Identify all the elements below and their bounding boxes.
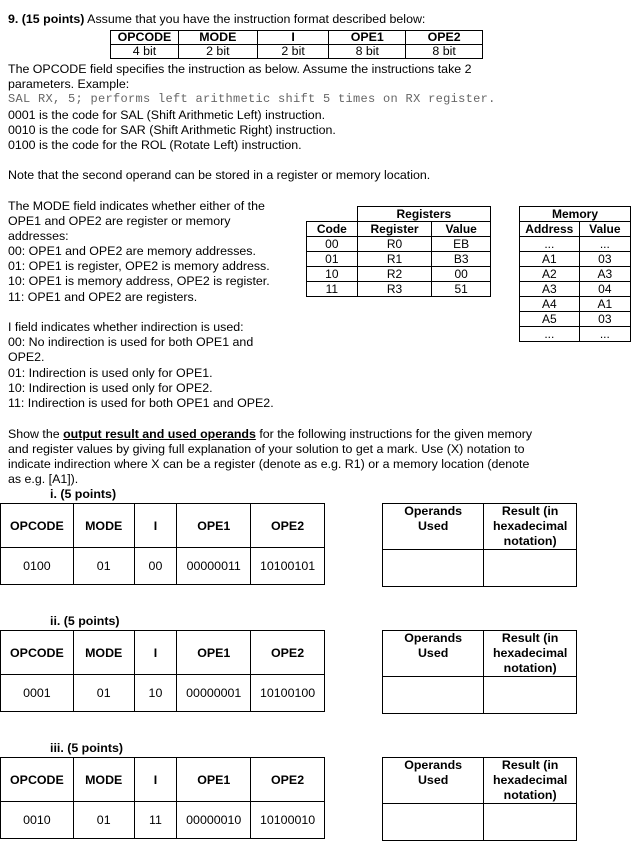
table-cell: B3 (432, 252, 491, 267)
part-iii-opcode: 0010 (1, 802, 74, 839)
table-cell: ... (520, 327, 580, 342)
part-i-result-answer[interactable] (484, 550, 577, 587)
format-table (110, 30, 483, 59)
table-cell: 11 (307, 282, 358, 297)
operands-header-l2: Used (417, 773, 449, 787)
registers-table (306, 206, 491, 297)
show-line3: indicate indirection where X can be a register (denote as e.g. R1) or a memory location (denote (8, 457, 530, 471)
table-cell: 01 (307, 252, 358, 267)
table-cell: A1 (579, 297, 630, 312)
i-code-01: 01: Indirection is used only for OPE1. (8, 366, 213, 380)
table-cell: ... (579, 327, 630, 342)
instruction-header-i: I (134, 758, 177, 802)
operands-used-header (383, 504, 484, 550)
format-size-i: 2 bit (257, 45, 329, 59)
part-i-operands-answer[interactable] (383, 550, 484, 587)
result-header-l3: notation) (503, 661, 557, 675)
i-code-00: 00: No indirection is used for both OPE1 and (8, 335, 254, 349)
part-ii-instruction-table (0, 630, 325, 712)
instruction-header-ope2: OPE2 (251, 758, 325, 802)
format-size-ope2: 8 bit (406, 45, 483, 59)
part-iii-result-table (382, 757, 577, 841)
instruction-header-ope2: OPE2 (251, 631, 325, 675)
table-cell: R0 (357, 237, 432, 252)
table-cell: 04 (579, 282, 630, 297)
part-i-ope2: 10100101 (251, 548, 325, 585)
part-i-opcode: 0100 (1, 548, 74, 585)
table-cell: A4 (520, 297, 580, 312)
instruction-header-mode: MODE (73, 758, 134, 802)
result-header-l3: notation) (503, 788, 557, 802)
part-i-instruction-table (0, 503, 325, 585)
table-cell: 03 (579, 252, 630, 267)
part-iii-ope2: 10100010 (251, 802, 325, 839)
question-intro-text: Assume that you have the instruction format described below: (84, 12, 426, 26)
opcode-code-rol: 0100 is the code for the ROL (Rotate Left) instruction. (8, 138, 302, 152)
part-ii-ope1: 00000001 (177, 675, 251, 712)
table-cell: A3 (579, 267, 630, 282)
part-iii-result-answer[interactable] (484, 804, 577, 841)
registers-header-register: Register (357, 222, 432, 237)
show-line4: as e.g. [A1]). (8, 472, 79, 486)
i-code-11: 11: Indirection is used for both OPE1 and OPE2. (8, 396, 274, 410)
part-iii-instruction-table (0, 757, 325, 839)
mode-code-10: 10: OPE1 is memory address, OPE2 is register. (8, 274, 270, 288)
show-line1 (8, 427, 532, 442)
part-ii-i: 10 (134, 675, 177, 712)
instruction-header-i: I (134, 631, 177, 675)
table-cell: A3 (520, 282, 580, 297)
opcode-example: SAL RX, 5; performs left arithmetic shift 5 times on RX register. (8, 92, 496, 106)
instruction-header-mode: MODE (73, 504, 134, 548)
note-text: Note that the second operand can be stored in a register or memory location. (8, 168, 431, 182)
instruction-header-i: I (134, 504, 177, 548)
part-iii-mode: 01 (73, 802, 134, 839)
format-header-i: I (257, 31, 329, 45)
operands-header-l1: Operands (404, 504, 463, 518)
result-header (484, 631, 577, 677)
show-post: for the following instructions for the given memory (255, 427, 533, 441)
table-cell: ... (579, 237, 630, 252)
i-desc-line1: I field indicates whether indirection is used: (8, 320, 244, 334)
result-header-l2: hexadecimal (492, 519, 568, 533)
mode-code-00: 00: OPE1 and OPE2 are memory addresses. (8, 244, 256, 258)
table-cell: 00 (307, 237, 358, 252)
table-cell: A5 (520, 312, 580, 327)
operands-header-l1: Operands (404, 758, 463, 772)
format-header-opcode: OPCODE (111, 31, 179, 45)
show-pre: Show the (8, 427, 64, 441)
result-header-l1: Result (in (501, 631, 559, 645)
i-code-10: 10: Indirection is used only for OPE2. (8, 381, 213, 395)
opcode-desc-line1: The OPCODE field specifies the instruction as below. Assume the instructions take 2 (8, 62, 472, 76)
part-i-result-table (382, 503, 577, 587)
part-ii-operands-answer[interactable] (383, 677, 484, 714)
result-header-l2: hexadecimal (492, 646, 568, 660)
instruction-header-ope1: OPE1 (177, 631, 251, 675)
registers-title: Registers (357, 207, 490, 222)
show-line2: and register values by giving full explanation of your solution to get a mark. Use (X) notation to (8, 442, 525, 456)
format-size-mode: 2 bit (178, 45, 257, 59)
show-underlined: output result and used operands (63, 427, 256, 441)
instruction-header-opcode: OPCODE (1, 758, 74, 802)
registers-header-code: Code (307, 222, 358, 237)
instruction-header-opcode: OPCODE (1, 631, 74, 675)
question-number: 9. (15 points) (8, 12, 85, 26)
instruction-header-opcode: OPCODE (1, 504, 74, 548)
operands-header-l2: Used (417, 519, 449, 533)
table-cell: A1 (520, 252, 580, 267)
table-cell: R1 (357, 252, 432, 267)
part-iii-ope1: 00000010 (177, 802, 251, 839)
operands-header-l2: Used (417, 646, 449, 660)
part-ii-opcode: 0001 (1, 675, 74, 712)
part-ii-result-table (382, 630, 577, 714)
table-cell: 51 (432, 282, 491, 297)
result-header (484, 758, 577, 804)
i-code-00-cont: OPE2. (8, 350, 45, 364)
question-intro (8, 12, 425, 27)
result-header-l2: hexadecimal (492, 773, 568, 787)
memory-header-address: Address (520, 222, 580, 237)
memory-header-value: Value (579, 222, 630, 237)
memory-table (519, 206, 631, 342)
part-iii-label: iii. (5 points) (50, 741, 123, 755)
opcode-code-sar: 0010 is the code for SAR (Shift Arithmetic Right) instruction. (8, 123, 336, 137)
instruction-header-mode: MODE (73, 631, 134, 675)
format-header-ope2: OPE2 (406, 31, 483, 45)
part-iii-i: 11 (134, 802, 177, 839)
table-cell: ... (520, 237, 580, 252)
mode-desc-line3: addresses: (8, 229, 69, 243)
format-size-ope1: 8 bit (329, 45, 406, 59)
part-ii-ope2: 10100100 (251, 675, 325, 712)
format-header-ope1: OPE1 (329, 31, 406, 45)
part-i-i: 00 (134, 548, 177, 585)
result-header-l3: notation) (503, 534, 557, 548)
table-cell: R2 (357, 267, 432, 282)
table-cell: 00 (432, 267, 491, 282)
mode-desc-line1: The MODE field indicates whether either of the (8, 199, 265, 213)
table-cell: EB (432, 237, 491, 252)
result-header-l1: Result (in (501, 758, 559, 772)
table-cell: 03 (579, 312, 630, 327)
part-i-ope1: 00000011 (177, 548, 251, 585)
registers-header-value: Value (432, 222, 491, 237)
mode-code-01: 01: OPE1 is register, OPE2 is memory address. (8, 259, 270, 273)
memory-title: Memory (520, 207, 631, 222)
part-ii-result-answer[interactable] (484, 677, 577, 714)
operands-used-header (383, 758, 484, 804)
part-ii-mode: 01 (73, 675, 134, 712)
table-cell: R3 (357, 282, 432, 297)
table-cell: 10 (307, 267, 358, 282)
mode-code-11: 11: OPE1 and OPE2 are registers. (8, 290, 198, 304)
format-header-mode: MODE (178, 31, 257, 45)
operands-used-header (383, 631, 484, 677)
opcode-desc-line2: parameters. Example: (8, 77, 130, 91)
format-size-opcode: 4 bit (111, 45, 179, 59)
mode-desc-line2: OPE1 and OPE2 are register or memory (8, 214, 231, 228)
result-header (484, 504, 577, 550)
instruction-header-ope2: OPE2 (251, 504, 325, 548)
opcode-code-sal: 0001 is the code for SAL (Shift Arithmetic Left) instruction. (8, 108, 326, 122)
table-cell: A2 (520, 267, 580, 282)
part-i-mode: 01 (73, 548, 134, 585)
operands-header-l1: Operands (404, 631, 463, 645)
part-i-label: i. (5 points) (50, 487, 117, 501)
result-header-l1: Result (in (501, 504, 559, 518)
instruction-header-ope1: OPE1 (177, 504, 251, 548)
instruction-header-ope1: OPE1 (177, 758, 251, 802)
part-iii-operands-answer[interactable] (383, 804, 484, 841)
part-ii-label: ii. (5 points) (50, 614, 120, 628)
